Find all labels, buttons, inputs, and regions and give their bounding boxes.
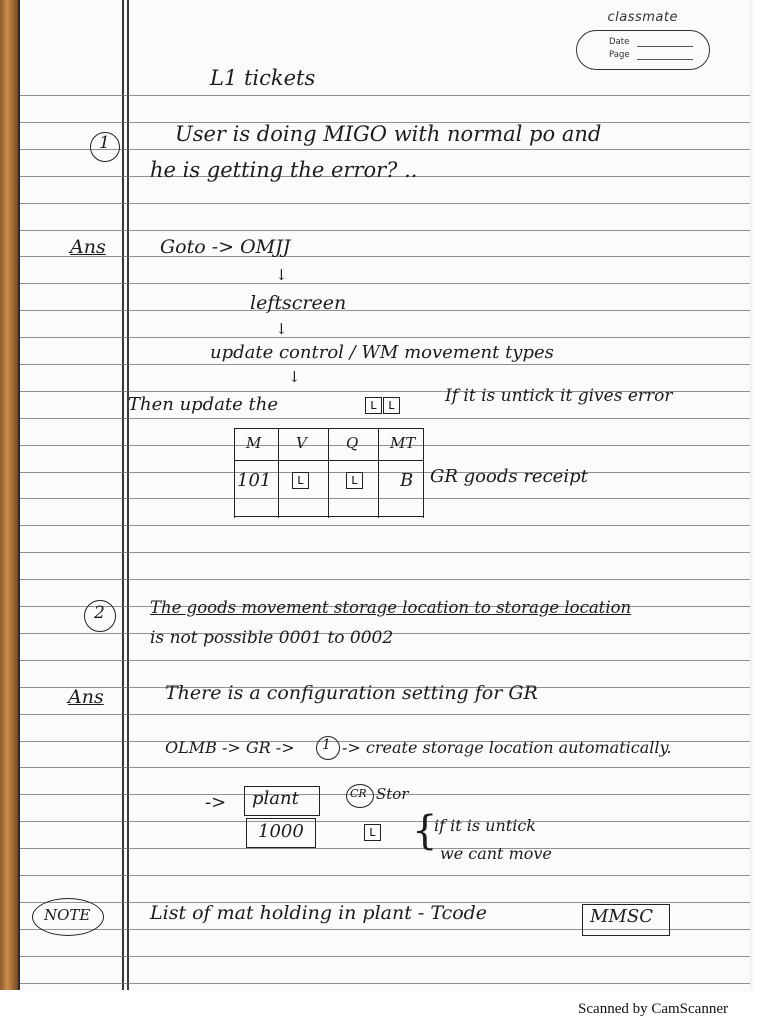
ans1-then-tail: If it is untick it gives error	[445, 386, 673, 406]
ans1-table-note: GR goods receipt	[430, 466, 588, 487]
q1-number: 1	[99, 133, 110, 153]
ruled-line	[20, 149, 750, 150]
checkbox-icon-2: L	[383, 397, 400, 414]
ruled-line	[20, 956, 750, 957]
ans2-label: Ans	[68, 686, 104, 708]
ans1-label: Ans	[70, 236, 106, 258]
ruled-line	[20, 767, 750, 768]
ruled-line	[20, 283, 750, 284]
ruled-line	[20, 256, 750, 257]
ruled-line	[20, 983, 750, 984]
ans2-line2-prefix: OLMB -> GR ->	[165, 738, 295, 757]
ans2-note2: we cant move	[440, 844, 552, 863]
date-label: Date	[609, 37, 630, 47]
ans1-step-update: update control / WM movement types	[210, 342, 554, 363]
page-label: Page	[609, 50, 630, 60]
ans2-line2-circle: 1	[322, 737, 331, 753]
table-header-q: Q	[346, 434, 359, 452]
ans2-line1: There is a configuration setting for GR	[165, 682, 538, 704]
scanner-watermark: Scanned by CamScanner	[578, 1001, 728, 1017]
ans2-arrow: ->	[205, 792, 227, 813]
page-title: L1 tickets	[210, 66, 316, 90]
cr-circle-label: CR	[350, 787, 367, 800]
table-cell-v-checkbox: L	[292, 472, 309, 489]
stor-label: Stor	[376, 785, 409, 803]
ans2-note1: if it is untick	[434, 816, 536, 835]
ans1-step-goto: Goto -> OMJJ	[160, 236, 291, 258]
table-cell-movement: 101	[237, 470, 272, 491]
ruled-line	[20, 310, 750, 311]
ans1-arrow-2: ↓	[275, 320, 288, 338]
note-label: NOTE	[44, 906, 91, 924]
table-cell-q-checkbox: L	[346, 472, 363, 489]
curly-brace-icon: {	[412, 808, 438, 854]
ruled-line	[20, 203, 750, 204]
ans1-then-line: Then update the	[128, 394, 279, 415]
ruled-line	[20, 821, 750, 822]
ruled-line	[20, 848, 750, 849]
date-line	[637, 46, 693, 47]
date-page-box	[576, 30, 710, 70]
q2-number: 2	[94, 603, 105, 623]
ruled-line	[20, 364, 750, 365]
ruled-line	[20, 337, 750, 338]
ruled-line	[20, 95, 750, 96]
q2-line1: The goods movement storage location to storage location	[150, 598, 632, 617]
movement-type-table	[234, 428, 424, 518]
ruled-line	[20, 552, 750, 553]
table-header-m: M	[246, 434, 262, 452]
ans1-arrow-3: ↓	[288, 368, 301, 386]
checkbox-icon-1: L	[365, 397, 382, 414]
notebook-spine	[0, 0, 18, 990]
note-text: List of mat holding in plant - Tcode	[150, 902, 488, 924]
page-line	[637, 59, 693, 60]
ruled-line	[20, 418, 750, 419]
ruled-line	[20, 230, 750, 231]
q1-line2: he is getting the error? ..	[150, 158, 418, 182]
ruled-line	[20, 714, 750, 715]
ans2-line2-suffix: -> create storage location automatically.	[342, 738, 672, 757]
ruled-line	[20, 525, 750, 526]
q1-line1: User is doing MIGO with normal po and	[175, 122, 602, 146]
plant-label: plant	[252, 788, 299, 809]
table-header-mt: MT	[390, 434, 416, 452]
notebook-page	[18, 0, 750, 990]
ruled-line	[20, 875, 750, 876]
ans1-step-leftscreen: leftscreen	[250, 292, 347, 314]
ruled-line	[20, 660, 750, 661]
brand-logo: classmate	[607, 10, 678, 25]
table-header-v: V	[296, 434, 307, 452]
plant-value: 1000	[258, 821, 304, 842]
checkbox-icon-3: L	[364, 824, 381, 841]
q2-line2: is not possible 0001 to 0002	[150, 628, 394, 648]
table-cell-mt: B	[400, 470, 414, 491]
ans1-arrow-1: ↓	[275, 266, 288, 284]
note-tcode: MMSC	[590, 906, 653, 927]
ruled-line	[20, 579, 750, 580]
